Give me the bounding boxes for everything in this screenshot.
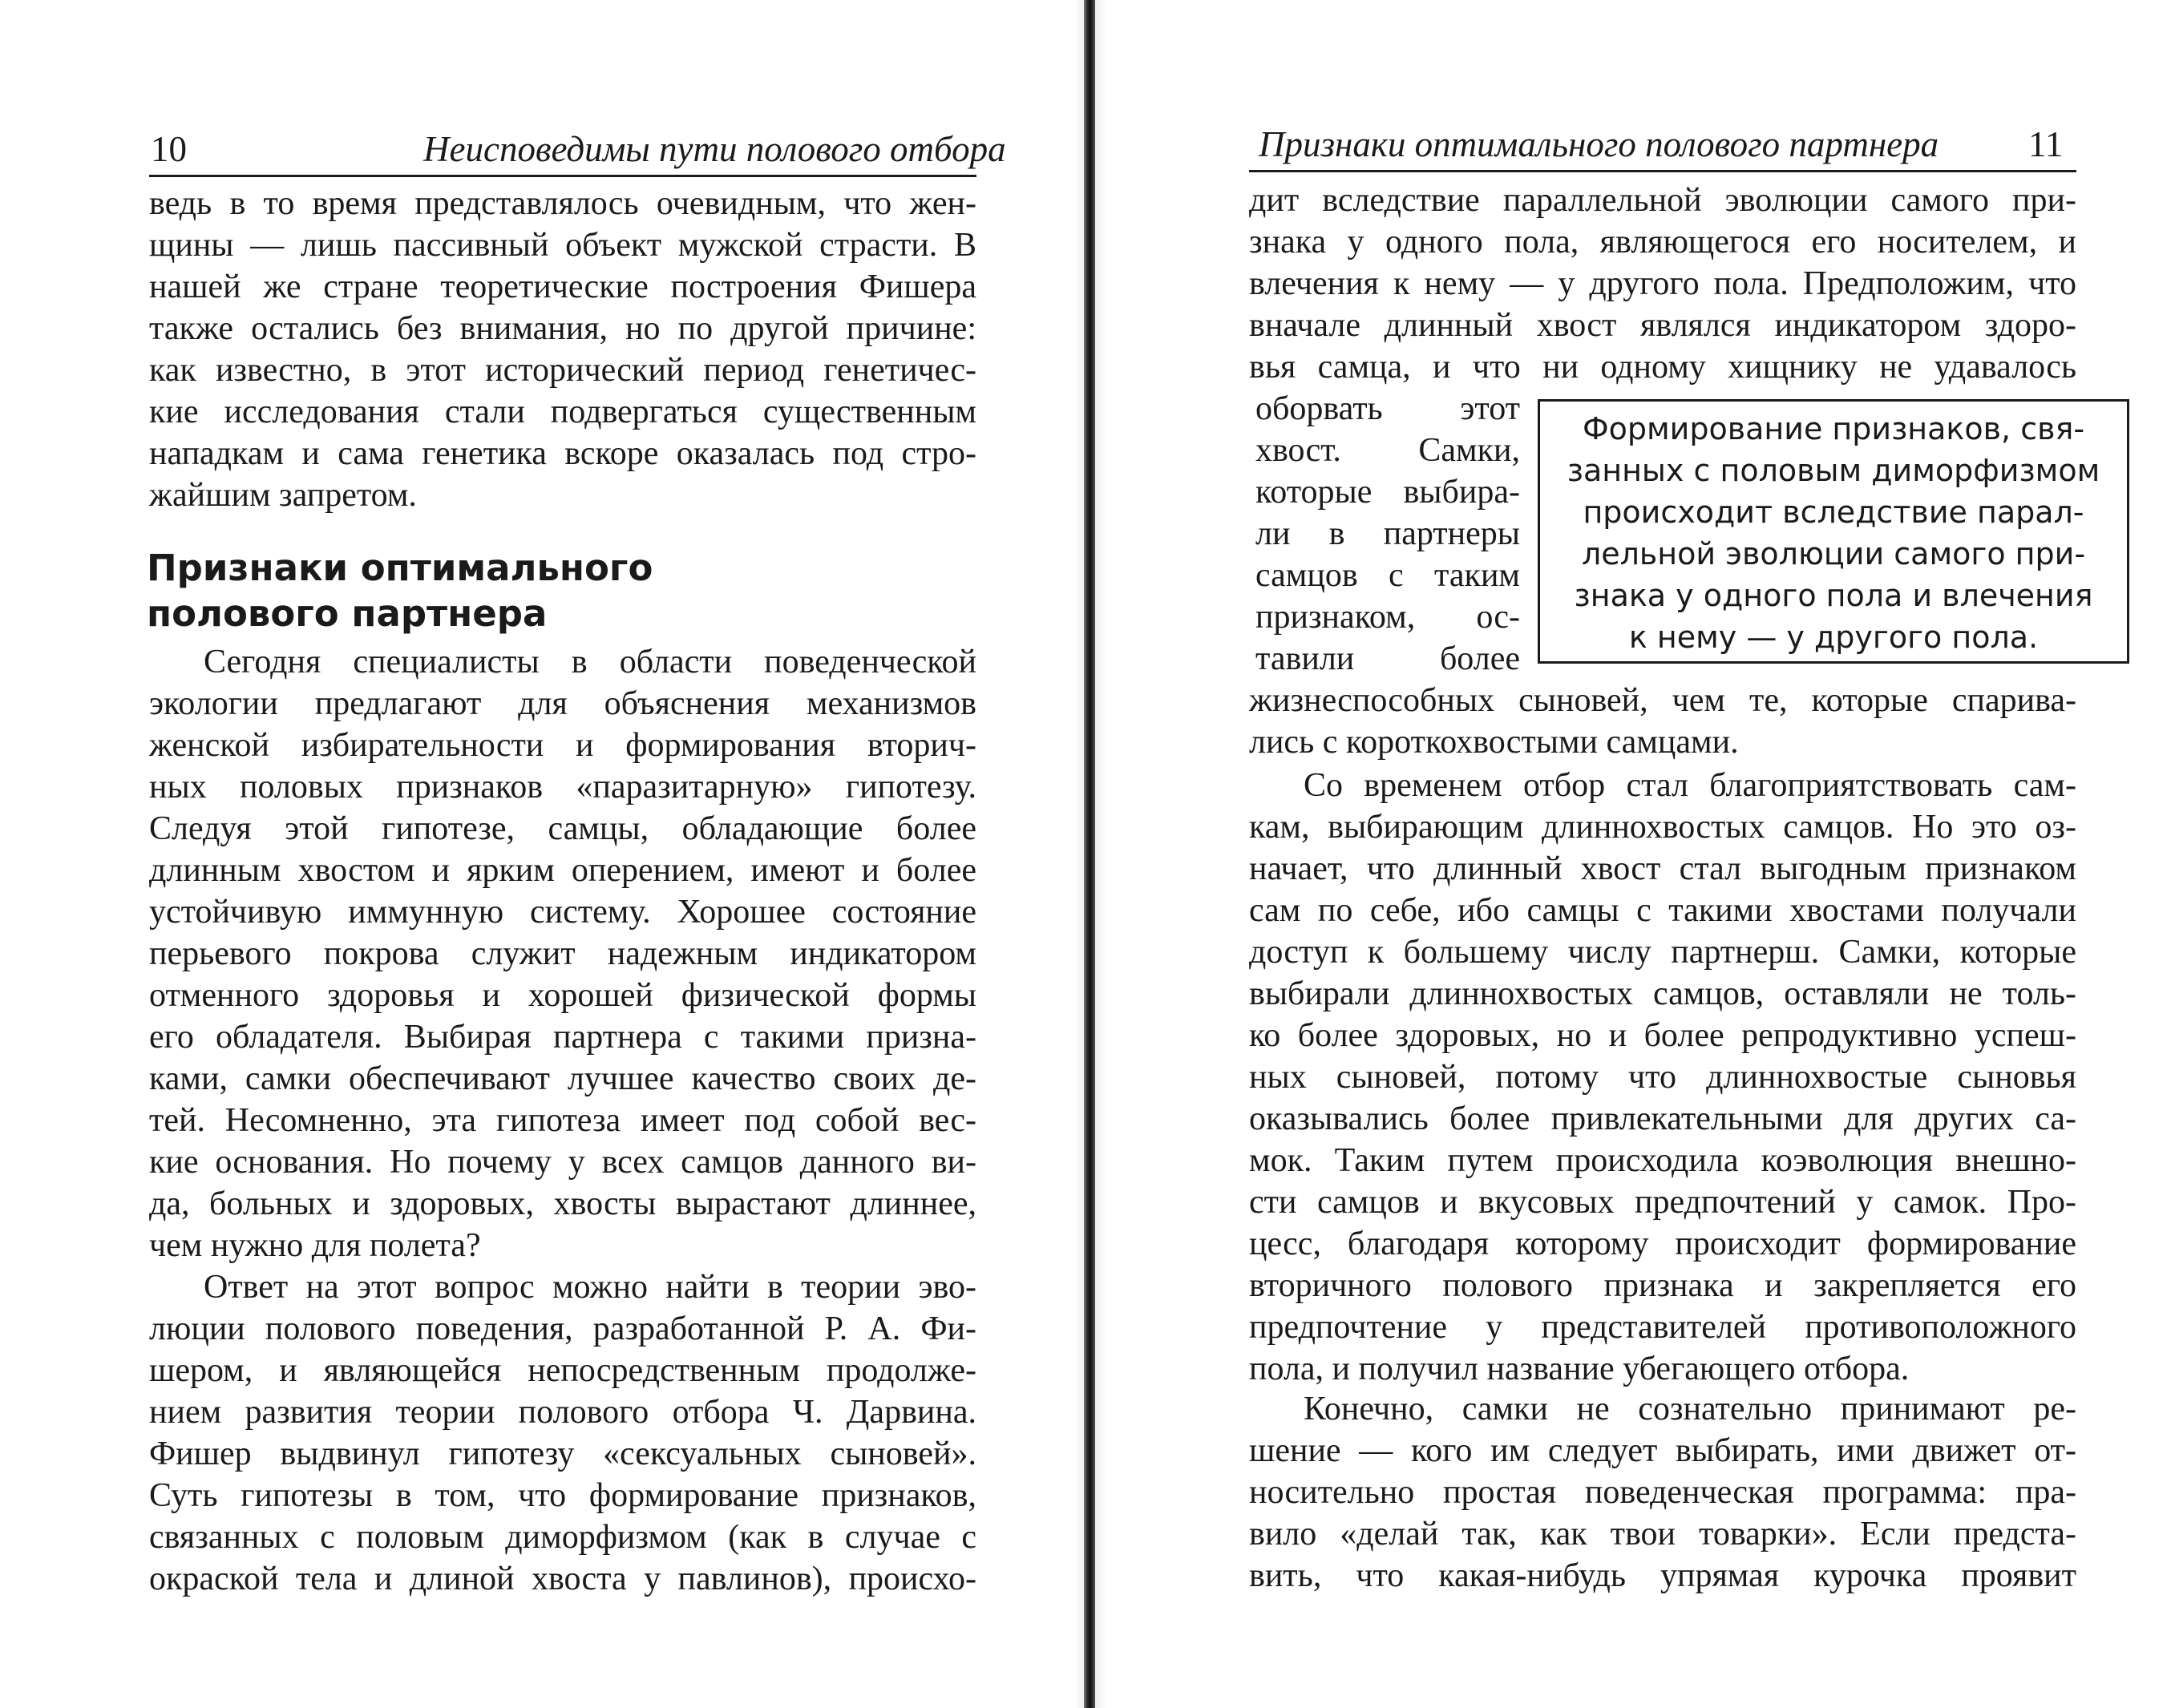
- right-paragraph-3: [1249, 1388, 2076, 1597]
- text-line: Фишер выдвинул гипотезу «сексуальных сыновей».: [149, 1435, 976, 1472]
- text-line: люции полового поведения, разработанной Р. А. Фи-: [149, 1310, 976, 1347]
- text-line: носительно простая поведенческая программа: пра-: [1249, 1474, 2076, 1511]
- left-head-rule: [149, 175, 976, 177]
- text-line: тей. Несомненно, эта гипотеза имеет под собой вес-: [149, 1102, 976, 1139]
- text-line: экологии предлагают для объяснения механизмов: [149, 685, 976, 722]
- text-line: ных половых признаков «паразитарную» гипотезу.: [149, 769, 976, 806]
- text-line: сти самцов и вкусовых предпочтений у самок. Про-: [1249, 1184, 2076, 1221]
- text-line: женской избирательности и формирования вторич-: [149, 727, 976, 764]
- text-line: как известно, в этот исторический период генетичес-: [149, 352, 976, 389]
- callout-line: знака у одного пола и влечения: [1574, 578, 2093, 613]
- text-line: выбирали длиннохвостых самцов, оставляли не толь-: [1249, 975, 2076, 1012]
- text-line: шение — кого им следует выбирать, ими движет от-: [1249, 1432, 2076, 1469]
- left-paragraph-1: [149, 183, 976, 516]
- callout-line: к нему — у другого пола.: [1628, 620, 2039, 655]
- text-line: ли в партнеры: [1255, 515, 1520, 552]
- text-line: устойчивую иммунную систему. Хорошее состояние: [149, 894, 976, 931]
- text-line: перьевого покрова служит надежным индикатором: [149, 935, 976, 972]
- text-line: Ответ на этот вопрос можно найти в теории эво-: [204, 1269, 976, 1306]
- text-line: также остались без внимания, но по другой причине:: [149, 310, 976, 347]
- text-line: нашей же стране теоретические построения Фишера: [149, 269, 976, 305]
- callout-line: Формирование признаков, свя-: [1582, 411, 2085, 446]
- text-line: его обладателя. Выбирая партнера с такими призна-: [149, 1019, 976, 1056]
- callout-line: происходит вследствие парал-: [1583, 495, 2084, 530]
- callout-box: [1538, 399, 2129, 664]
- text-line: нападкам и сама генетика вскоре оказалась под стро-: [149, 435, 976, 472]
- text-line: окраской тела и длиной хвоста у павлинов), происхо-: [149, 1561, 976, 1597]
- callout-line: лельной эволюции самого при-: [1581, 536, 2086, 571]
- text-line: Суть гипотезы в том, что формирование признаков,: [149, 1477, 976, 1514]
- text-line: оказывались более привлекательными для других са-: [1249, 1100, 2076, 1137]
- text-line: вторичного полового признака и закрепляется его: [1249, 1267, 2076, 1304]
- text-line: мок. Таким путем происходила коэволюция внешно-: [1249, 1142, 2076, 1179]
- text-line: самцов с таким: [1255, 557, 1520, 594]
- right-paragraph-1: [1249, 180, 2076, 388]
- text-line: ведь в то время представлялось очевидным, что жен-: [149, 185, 976, 222]
- text-line: влечения к нему — у другого пола. Предположим, что: [1249, 265, 2076, 302]
- text-line: вначале длинный хвост являлся индикатором здоро-: [1249, 307, 2076, 344]
- text-line: жизнеспособных сыновей, чем те, которые спарива-: [1249, 682, 2076, 719]
- text-line: вило «делай так, как твои товарки». Если предста-: [1249, 1516, 2076, 1553]
- text-line: предпочтение у представителей противоположного: [1249, 1309, 2076, 1346]
- left-paragraph-2: [149, 641, 976, 1266]
- text-line: жайшим запретом.: [149, 477, 417, 514]
- right-running-head: Признаки оптимального полового партнера: [1259, 124, 1939, 164]
- text-line: начает, что длинный хвост стал выгодным признаком: [1249, 850, 2076, 887]
- text-line: связанных с половым диморфизмом (как в случае с: [149, 1519, 976, 1556]
- text-line: Со временем отбор стал благоприятствовать сам-: [1304, 767, 2076, 804]
- text-line: хвост. Самки,: [1255, 432, 1520, 469]
- text-line: знака у одного пола, являющегося его носителем, и: [1249, 224, 2076, 260]
- text-line: вья самца, и что ни одному хищнику не удавалось: [1249, 349, 2076, 386]
- text-line: Следуя этой гипотезе, самцы, обладающие более: [149, 810, 976, 847]
- text-line: шером, и являющейся непосредственным продолже-: [149, 1352, 976, 1389]
- text-line: которые выбира-: [1255, 474, 1520, 511]
- left-page: [0, 0, 1074, 1708]
- text-line: цесс, благодаря которому происходит формирование: [1249, 1225, 2076, 1262]
- text-line: щины — лишь пассивный объект мужской страсти. В: [149, 227, 976, 264]
- text-line: тавили более: [1255, 640, 1520, 677]
- text-line: отменного здоровья и хорошей физической формы: [149, 977, 976, 1014]
- left-page-number: 10: [151, 129, 187, 169]
- text-line: чем нужно для полета?: [149, 1227, 481, 1264]
- right-head-rule: [1249, 170, 2076, 172]
- text-line: кие исследования стали подвергаться существенным: [149, 394, 976, 430]
- text-line: кам, выбирающим длиннохвостых самцов. Но это оз-: [1249, 809, 2076, 846]
- text-line: признаком, ос-: [1255, 599, 1520, 636]
- text-line: ко более здоровых, но и более репродуктивно успеш-: [1249, 1017, 2076, 1054]
- text-line: сам по себе, ибо самцы с такими хвостами получали: [1249, 892, 2076, 929]
- text-line: Конечно, самки не сознательно принимают ре-: [1304, 1391, 2076, 1427]
- text-line: нием развития теории полового отбора Ч. Дарвина.: [149, 1394, 976, 1431]
- wrapped-text: [1255, 388, 1520, 680]
- left-paragraph-3: [149, 1266, 976, 1600]
- text-line: ками, самки обеспечивают лучшее качество своих де-: [149, 1060, 976, 1097]
- text-line: оборвать этот: [1255, 390, 1520, 427]
- text-line: кие основания. Но почему у всех самцов данного ви-: [149, 1144, 976, 1181]
- right-paragraph-1-end: [1249, 680, 2076, 763]
- left-running-head: Неисповедимы пути полового отбора: [423, 129, 1006, 169]
- text-line: лись с короткохвостыми самцами.: [1249, 724, 1739, 761]
- text-line: Сегодня специалисты в области поведенческой: [204, 644, 976, 680]
- right-page-number: 11: [2028, 124, 2064, 164]
- text-line: длинным хвостом и ярким оперением, имеют и более: [149, 852, 976, 889]
- right-paragraph-2: [1249, 765, 2076, 1390]
- section-title-line: полового партнера: [147, 592, 548, 635]
- callout-line: занных с половым диморфизмом: [1567, 453, 2100, 488]
- section-title-line: Признаки оптимального: [147, 547, 653, 589]
- text-line: да, больных и здоровых, хвосты вырастают длиннее,: [149, 1185, 976, 1222]
- text-line: пола, и получил название убегающего отбора.: [1249, 1351, 1910, 1387]
- text-line: дит вследствие параллельной эволюции самого при-: [1249, 182, 2076, 219]
- text-line: доступ к большему числу партнерш. Самки, которые: [1249, 934, 2076, 971]
- text-line: вить, что какая-нибудь упрямая курочка проявит: [1249, 1557, 2076, 1594]
- book-gutter: [1084, 0, 1095, 1708]
- section-title: [147, 545, 653, 636]
- text-line: ных сыновей, потому что длиннохвостые сыновья: [1249, 1059, 2076, 1096]
